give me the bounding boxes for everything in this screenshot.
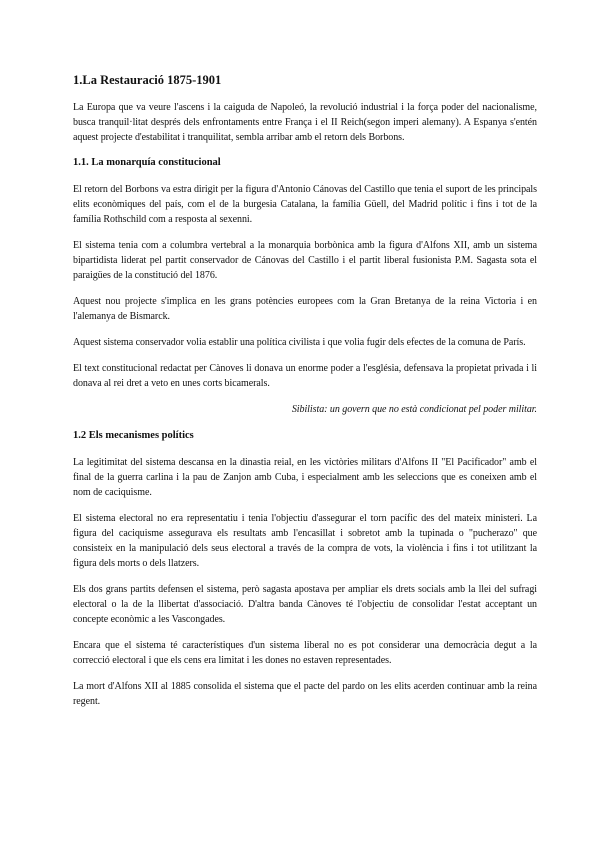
section-heading-mecanismes: 1.2 Els mecanismes polítics (73, 430, 194, 441)
paragraph: El sistema tenia com a columbra vertebral a la monarquia borbònica amb la figura d'Alfons XII, amb un sistema bipartidista liderat pel partit conservador de Cánovas del Castillo i el partit liberal fusionista P.M. Sagasta sota el paraigües de la constitució del 1876. (73, 240, 537, 281)
paragraph: Aquest nou projecte s'implica en les grans potències europees com la Gran Bretanya de la reina Victoria i en l'alemanya de Bismarck. (73, 296, 537, 322)
paragraph: El retorn del Borbons va estra dirigit per la figura d'Antonio Cánovas del Castillo que tenia el suport de les principals elits econòmiques del país, com el de la burgesia Catalana, la família Güell, del Madrid polític i fins i tot de la família Rothschild com a resposta al sexenni. (73, 184, 537, 225)
quote-civilista: Sibilista: un govern que no està condicionat pel poder militar. (291, 404, 537, 415)
paragraph: Encara que el sistema té característiques d'un sistema liberal no es pot considerar una democràcia degut a la correcció electoral i que els cens era limitat i les dones no estaven representades. (73, 640, 537, 666)
paragraph: Els dos grans partits defensen el sistema, però sagasta apostava per ampliar els drets socials amb la llei del sufragi electoral o la de la llibertat d'associació. D'altra banda Cànoves té l'objectiu de consolidar l'estat acceptant un concepte econòmic a les Vascongades. (73, 584, 537, 625)
paragraph: La mort d'Alfons XII al 1885 consolida el sistema que el pacte del pardo on les elits acerden continuar amb la reina regent. (73, 681, 537, 707)
section-heading-monarquia: 1.1. La monarquía constitucional (73, 157, 221, 168)
intro-paragraph: La Europa que va veure l'ascens i la caiguda de Napoleó, la revolució industrial i la força poder del nacionalisme, busca tranquil·litat després dels enfrontaments entre França i el II Reich(segon imperi alemany). A Espanya s'entén aquest projecte d'estabilitat i tranquilitat, sembla arribar amb el retorn dels Borbons. (73, 102, 537, 143)
document-content (73, 72, 537, 720)
paragraph: Aquest sistema conservador volia establir una política civilista i que volia fugir dels efectes de la comuna de París. (73, 337, 526, 348)
paragraph: El text constitucional redactat per Cànoves li donava un enorme poder a l'església, defensava la propietat privada i li donava al rei dret a veto en unes corts bicamerals. (73, 363, 537, 389)
paragraph: La legitimitat del sistema descansa en la dinastia reial, en les victòries militars d'Alfons II "El Pacificador" amb el final de la guerra carlina i la pau de Zanjon amb Cuba, i especialment amb les seleccions que es coneixen amb el nom de caciquisme. (73, 457, 537, 498)
document-title: 1.La Restauració 1875-1901 (73, 73, 222, 87)
paragraph: El sistema electoral no era representatiu i tenia l'objectiu d'assegurar el torn pacífic des del mateix ministeri. La figura del caciquisme assegurava els resultats amb l'encasillat i sobretot amb la tupinada o "pucherazo" que consisteix en la manipulació dels seus electoral a través de la compra de vots, la violència i fins i tot utilitzant la figura dels morts o dels llatzers. (73, 513, 537, 569)
